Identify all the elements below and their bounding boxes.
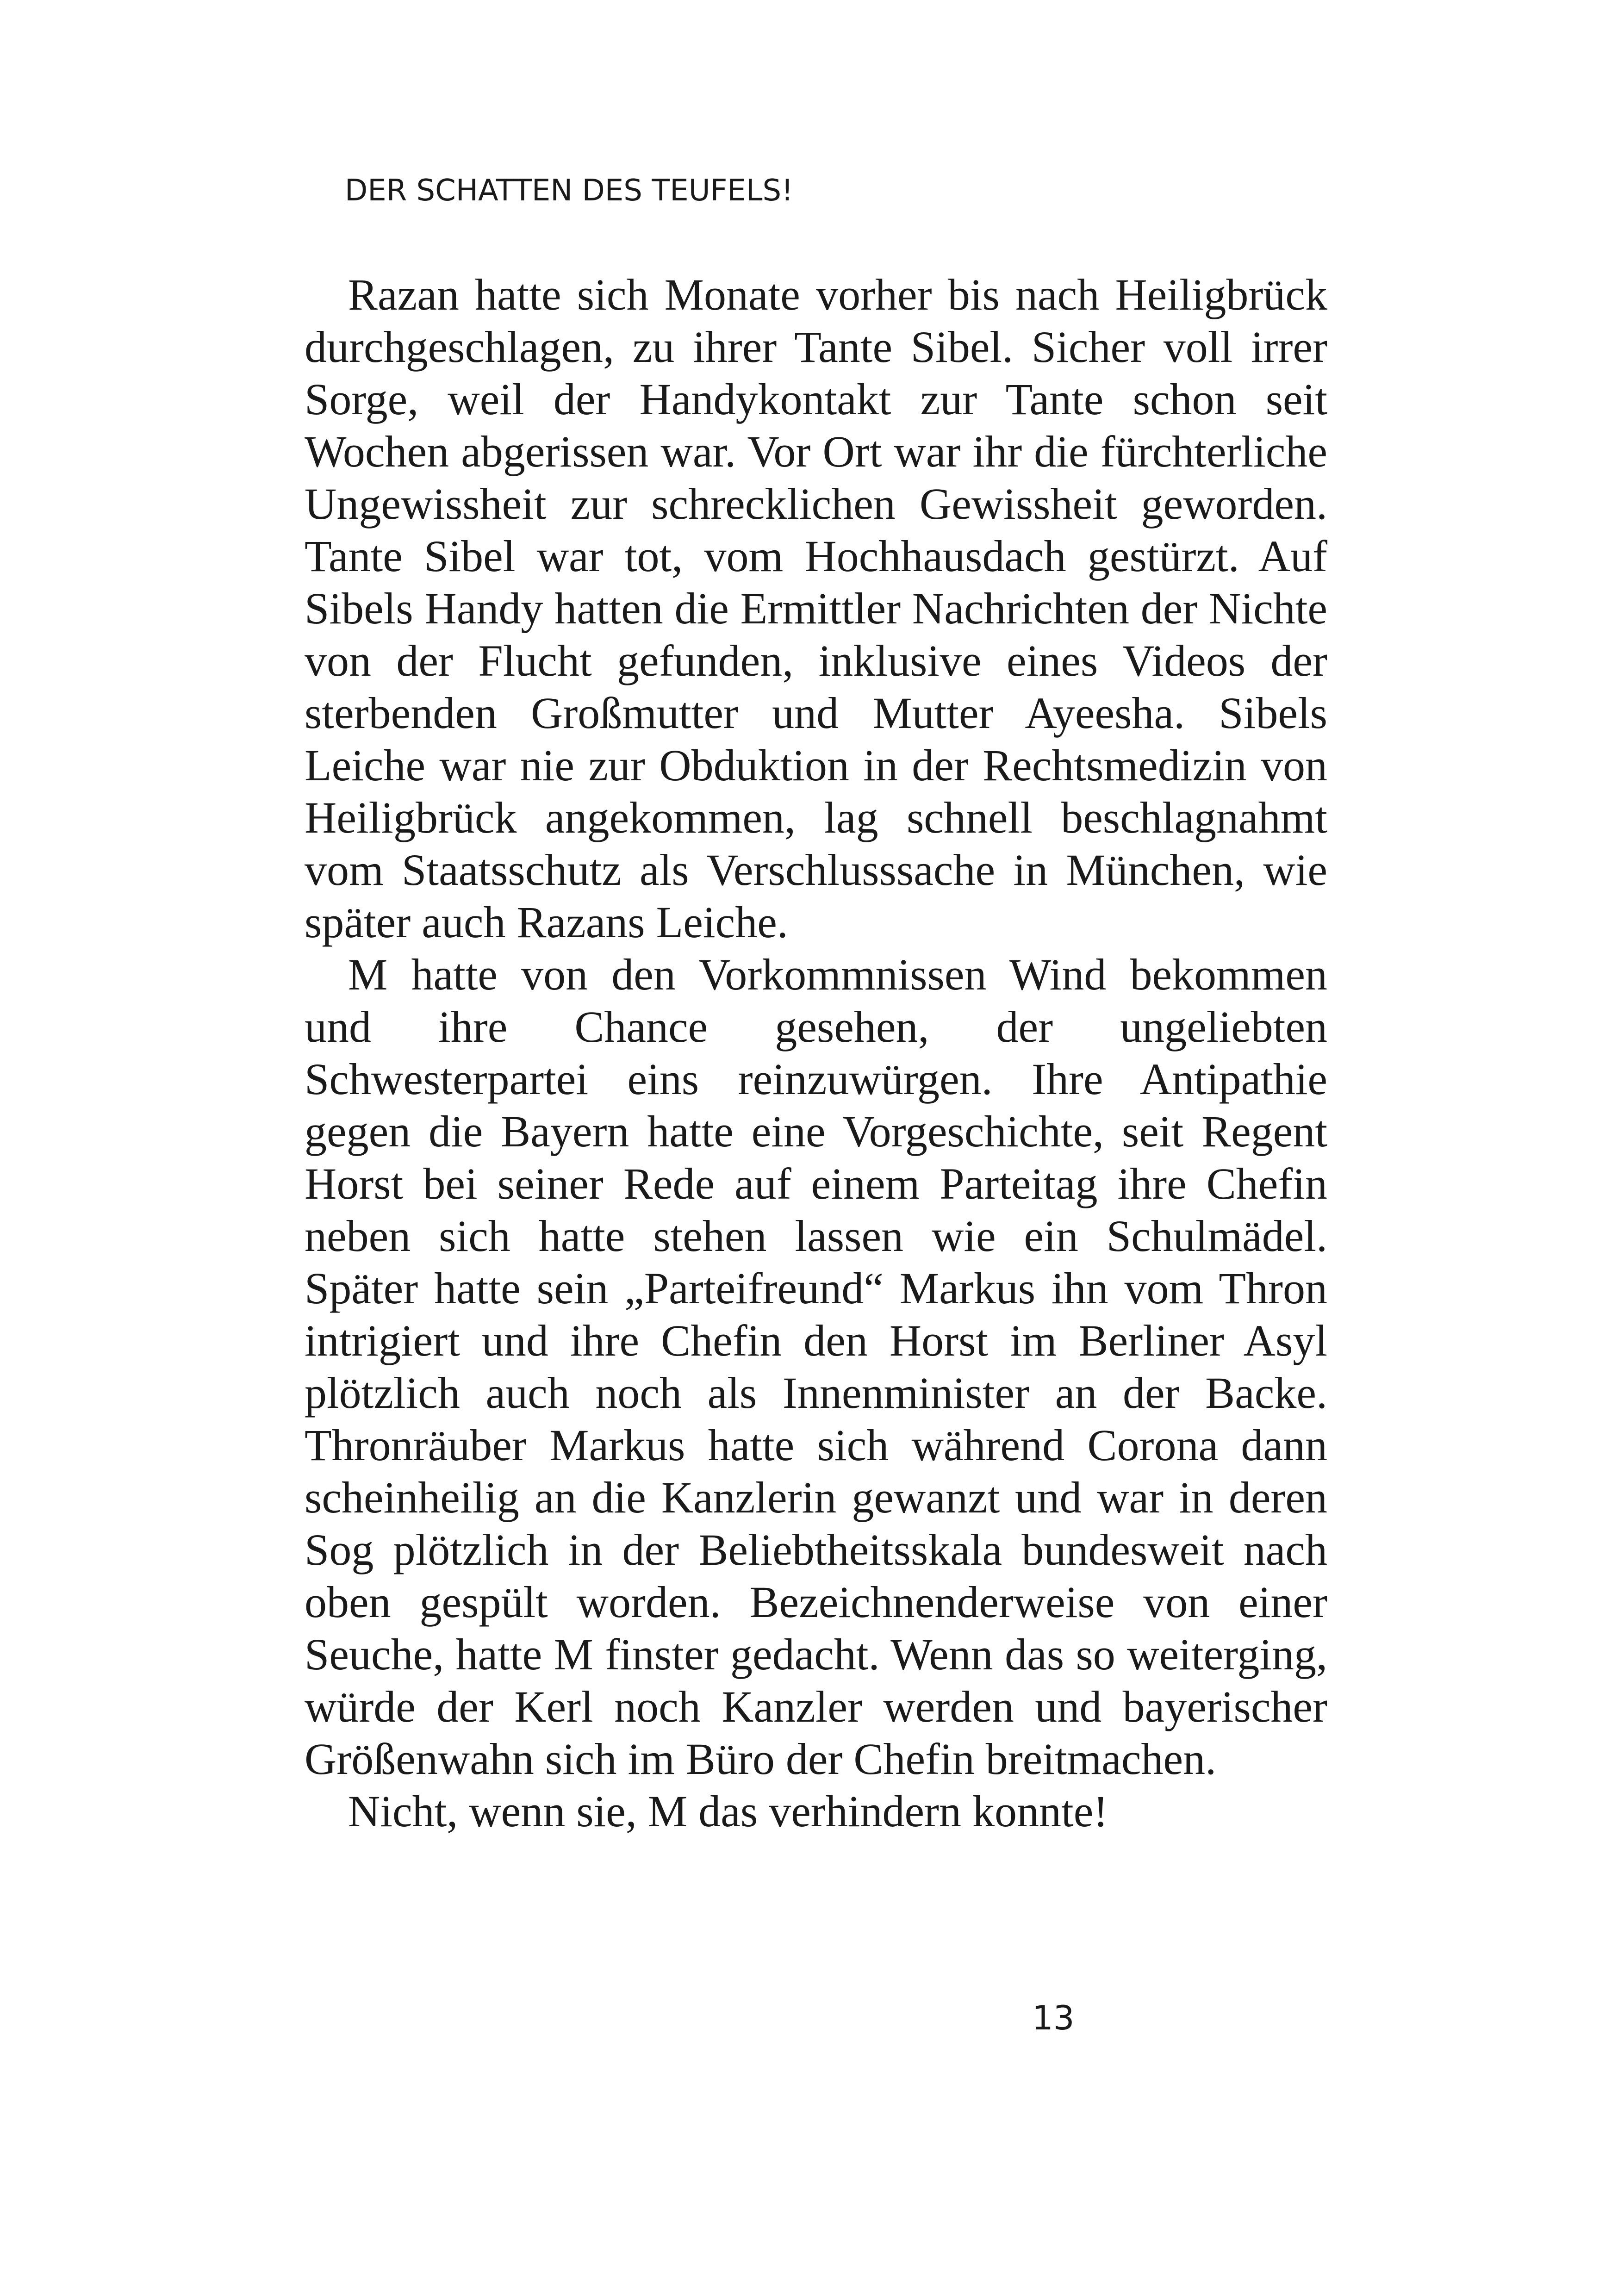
paragraph-3: Nicht, wenn sie, M das verhindern konnte! bbox=[348, 1786, 1108, 1836]
running-header-title: DER SCHATTEN DES TEUFELS! bbox=[345, 174, 793, 208]
page-number: 13 bbox=[1032, 1998, 1075, 2037]
paragraph-1: Razan hatte sich Monate vorher bis nach Heiligbrück durchgeschlagen, zu ihrer Tante Sibel. Sicher voll irrer Sorge, weil der Handykontakt zur Tante schon seit Wochen abgerissen war. Vor Ort war ihr die fürchterliche Ungewissheit zur schrecklichen Gewissheit geworden. Tante Sibel war tot, vom Hochhausdach gestürzt. Auf Sibels Handy hatten die Ermittler Nachrichten der Nichte von der Flucht gefunden, inklusive eines Videos der sterbenden Großmutter und Mutter Ayeesha. Sibels Leiche war nie zur Obduktion in der Rechtsmedizin von Heiligbrück angekommen, lag schnell beschlagnahmt vom Staatsschutz als Verschlusssache in München, wie später auch Razans Leiche. bbox=[305, 270, 1327, 947]
paragraph-2: M hatte von den Vorkommnissen Wind bekommen und ihre Chance gesehen, der ungeliebten Schwesterpartei eins reinzuwürgen. Ihre Antipathie gegen die Bayern hatte eine Vorgeschichte, seit Regent Horst bei seiner Rede auf einem Parteitag ihre Chefin neben sich hatte stehen lassen wie ein Schulmädel. Später hatte sein „Parteifreund“ Markus ihn vom Thron intrigiert und ihre Chefin den Horst im Berliner Asyl plötzlich auch noch als Innenminister an der Backe. Thronräuber Markus hatte sich während Corona dann scheinheilig an die Kanzlerin gewanzt und war in deren Sog plötzlich in der Beliebtheitsskala bundesweit nach oben gespült worden. Bezeichnenderweise von einer Seuche, hatte M finster gedacht. Wenn das so weiterging, würde der Kerl noch Kanzler werden und bayerischer Größenwahn sich im Büro der Chefin breitmachen. bbox=[305, 950, 1327, 1784]
body-text bbox=[305, 268, 1327, 1837]
